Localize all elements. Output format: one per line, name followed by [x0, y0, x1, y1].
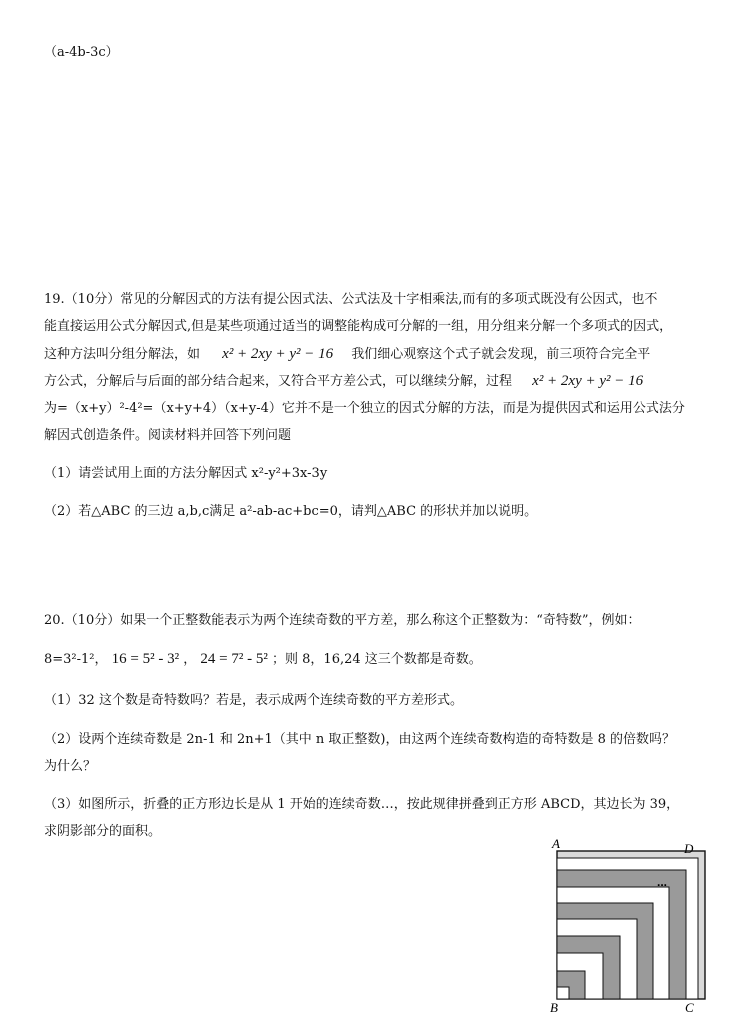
q19-line-4-pre: 方公式，分解后与后面的部分结合起来，又符合平方差公式，可以继续分解，过程	[44, 374, 513, 389]
q19-sub-2: （2）若△ABC 的三边 a,b,c满足 a²-ab-ac+bc=0，请判△ABC 的形状并加以说明。	[44, 504, 538, 519]
q20-sub-1: （1）32 这个数是奇特数吗？若是，表示成两个连续奇数的平方差形式。	[44, 693, 463, 708]
q19-line-5: 为=（x+y）²-4²=（x+y+4）（x+y-4）它并不是一个独立的因式分解的方法，而是为提供因式和运用公式法分	[44, 401, 685, 416]
q20-example-16: 16 = 5² - 3²	[111, 651, 180, 667]
q19-line-6: 解因式创造条件。阅读材料并回答下列问题	[44, 428, 292, 443]
q20-line-2	[44, 650, 482, 669]
q19-line-3	[44, 345, 650, 364]
q19-line-4	[44, 372, 643, 391]
q19-line-2: 能直接运用公式分解因式,但是某些项通过适当的调整能构成可分解的一组，用分组来分解一个多项式的因式，	[44, 319, 673, 334]
q20-sub-3-line-2: 求阴影部分的面积。	[44, 824, 162, 839]
q19-line-1: 19.（10分）常见的分解因式的方法有提公因式法、公式法及十字相乘法,而有的多项式既没有公因式，也不	[44, 292, 658, 307]
q19-expression-1: x² + 2xy + y² − 16	[222, 346, 334, 362]
label-dots: ...	[657, 875, 668, 889]
q20-line-1: 20.（10分）如果一个正整数能表示为两个连续奇数的平方差，那么称这个正整数为：“奇特数”，例如：	[44, 613, 641, 628]
label-c: C	[685, 1000, 694, 1014]
q20-sub-2-line-2: 为什么？	[44, 759, 97, 774]
q20-sub-3-line-1: （3）如图所示，折叠的正方形边长是从 1 开始的连续奇数…，按此规律拼叠到正方形 ABCD，其边长为 39，	[44, 797, 680, 812]
q19-expression-2: x² + 2xy + y² − 16	[532, 373, 644, 389]
top-answer: （a-4b-3c）	[44, 45, 119, 60]
nested-square-10	[557, 987, 569, 999]
q19-sub-1: （1）请尝试用上面的方法分解因式 x²-y²+3x-3y	[44, 466, 328, 481]
folded-squares-figure	[548, 838, 708, 1014]
q19-line-3-post: 我们细心观察这个式子就会发现，前三项符合完全平	[351, 347, 651, 362]
q20-example-24: 24 = 7² - 5²	[200, 651, 268, 667]
label-b: B	[550, 1000, 558, 1014]
q20-line-2-end: ；则 8，16,24 这三个数都是奇数。	[272, 652, 482, 667]
q20-sub-2-line-1: （2）设两个连续奇数是 2n-1 和 2n+1（其中 n 取正整数)，由这两个连续奇数构造的奇特数是 8 的倍数吗？	[44, 732, 676, 747]
q19-line-3-pre: 这种方法叫分组分解法，如	[44, 347, 201, 362]
q20-example-8: 8=3²-1²，	[44, 652, 108, 667]
label-a: A	[552, 838, 560, 851]
q20-separator: ，	[183, 652, 197, 667]
figure-squares	[557, 851, 705, 999]
label-d: D	[684, 841, 694, 856]
